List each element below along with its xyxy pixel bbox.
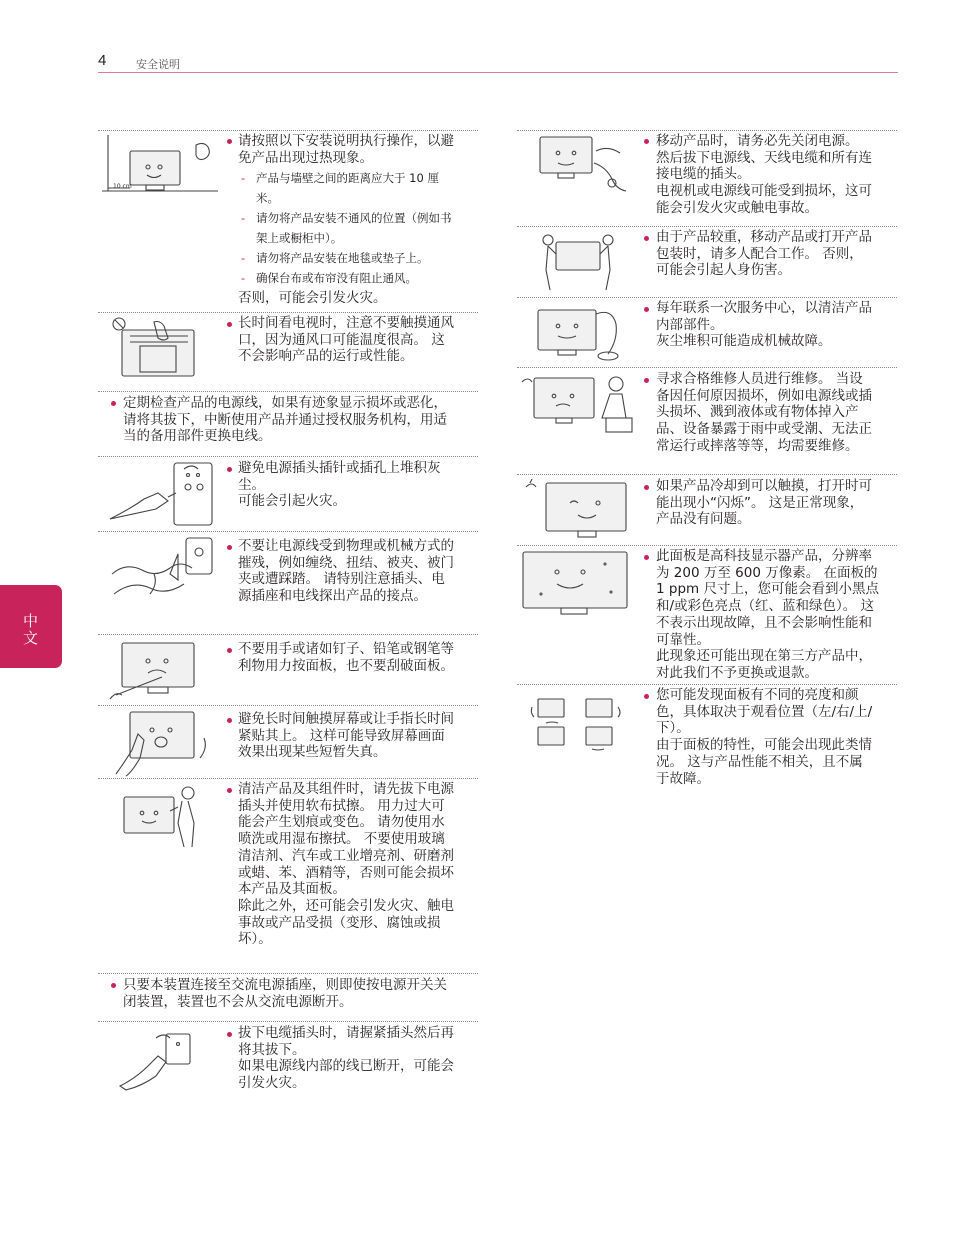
bullet-text: 此面板是高科技显示器产品，分辨率为 200 万至 600 万像素。 在面板的 1 ppm 尺寸上，您可能会看到小黑点和/或彩色亮点（红、蓝和绿色）。 这不表示出现故障，且不会影响性能和可靠性。	[656, 548, 879, 648]
bullet-dot	[227, 788, 232, 793]
bullet-text: 您可能发现面板有不同的亮度和颜色，具体取决于观看位置（左/右/上/下）。	[656, 687, 873, 737]
sub-text: 请勿将产品安装不通风的位置（例如书架上或橱柜中）。	[256, 211, 452, 246]
divider	[98, 705, 478, 706]
bullet-text: 每年联系一次服务中心，以清洁产品内部部件。	[656, 300, 872, 333]
divider	[517, 545, 897, 546]
qualified-service-note	[656, 371, 876, 455]
bullet-dot	[644, 555, 649, 560]
vent-warning	[238, 315, 456, 365]
divider	[517, 367, 897, 368]
page-number: 4	[98, 52, 107, 69]
divider	[517, 297, 897, 298]
bullet-dot	[644, 307, 649, 312]
bullet-dot	[227, 467, 232, 472]
bullet-text: 不要让电源线受到物理或机械方式的摧残，例如缠绕、扭结、被夹、被门夹或遭踩踏。 请特别注意插头、电源插座和电线探出产品的接点。	[238, 538, 454, 605]
sub-item: - 请勿将产品安装在地毯或垫子上。	[241, 251, 429, 266]
viewing-angle-illustration	[528, 693, 632, 753]
move-product-warning	[656, 133, 876, 217]
sub-text: 请勿将产品安装在地毯或垫子上。	[256, 251, 429, 266]
bullet-dot	[644, 485, 649, 490]
bullet-text: 定期检查产品的电源线，如果有迹象显示损坏或恶化，请将其拔下，中断使用产品并通过授权服务机构，用适当的备用部件更换电线。	[123, 395, 447, 445]
bullet-text: 移动产品时，请务必先关闭电源。 然后拔下电源线、天线电缆和所有连接电缆的插头。	[656, 133, 872, 183]
bullet-text: 不要用手或诸如钉子、铅笔或钢笔等利物用力按面板，也不要刮破面板。	[238, 641, 454, 674]
divider	[517, 474, 897, 475]
divider	[98, 1021, 478, 1022]
note-text: 可能会引起火灾。	[238, 493, 346, 510]
move-tv-unplug-illustration	[534, 133, 630, 197]
language-tab[interactable]	[0, 585, 62, 668]
panel-pressure-warning	[238, 641, 456, 674]
annual-service-note	[656, 300, 876, 350]
cleaning-instructions	[238, 781, 456, 948]
bullet-dot	[111, 983, 116, 988]
heavy-product-warning	[656, 229, 876, 279]
divider	[98, 531, 478, 532]
bullet-text: 请按照以下安装说明执行操作，以避免产品出现过热现象。	[238, 133, 454, 166]
pixel-panel-illustration	[521, 550, 631, 618]
service-technician-illustration	[518, 372, 636, 438]
bullet-dot	[227, 648, 232, 653]
tv-flicker-illustration	[522, 479, 628, 541]
cord-handling-warning	[238, 538, 456, 605]
sub-item: - 请勿将产品安装不通风的位置（例如书架上或橱柜中）。	[241, 211, 452, 246]
finger-touch-illustration	[108, 708, 214, 778]
divider	[517, 684, 897, 685]
divider	[98, 312, 478, 313]
divider	[98, 778, 478, 779]
bullet-text: 避免长时间触摸屏幕或让手指长时间紧贴其上。 这样可能导致屏幕画面效果出现某些短暂失真。	[238, 711, 454, 761]
plug-dust-warning	[238, 460, 456, 510]
dusty-plug-illustration	[104, 459, 216, 529]
note-text: 电视机或电源线可能受到损坏，这可能会引发火灾或触电事故。	[656, 183, 872, 216]
bullet-dot	[644, 378, 649, 383]
bullet-dot	[644, 694, 649, 699]
sub-text: 确保台布或布帘没有阻止通风。	[256, 271, 417, 286]
bullet-text: 由于产品较重，移动产品或打开产品包装时，请多人配合工作。 否则，可能会引起人身伤害。	[656, 229, 872, 279]
unplug-instructions	[238, 1025, 456, 1092]
divider	[98, 634, 478, 635]
annual-cleaning-illustration	[534, 302, 624, 364]
viewing-angle-note	[656, 687, 876, 787]
note-text: 灰尘堆积可能造成机械故障。	[656, 333, 832, 350]
install-instructions	[238, 133, 456, 307]
bullet-dot	[644, 139, 649, 144]
power-cord-check	[123, 395, 459, 445]
bullet-dot	[111, 401, 116, 406]
two-person-lift-illustration	[538, 230, 618, 292]
bullet-text: 避免电源插头插针或插孔上堆积灰尘。	[238, 460, 441, 493]
language-tab-label: 中文	[21, 613, 39, 647]
bullet-dot	[227, 1032, 232, 1037]
bullet-text: 拔下电缆插头时，请握紧插头然后再将其拔下。	[238, 1025, 454, 1058]
divider	[517, 226, 897, 227]
bullet-dot	[227, 322, 232, 327]
bullet-text: 寻求合格维修人员进行维修。 当设备因任何原因损坏，例如电源线或插头损坏、溅到液体或有物体掉入产品、设备暴露于雨中或受潮、无法正常运行或摔落等等，均需要维修。	[656, 371, 872, 454]
flicker-note	[656, 478, 876, 528]
bullet-text: 只要本装置连接至交流电源插座，则即使按电源开关关闭装置，装置也不会从交流电源断开。	[123, 977, 447, 1010]
note-text: 由于面板的特性，可能会出现此类情况。 这与产品性能不相关，且不属于故障。	[656, 737, 872, 787]
bullet-text: 清洁产品及其组件时，请先拔下电源插头并使用软布拭擦。 用力过大可能会产生划痕或变色。 请勿使用水喷洗或用湿布擦拭。 不要使用玻璃清洁剂、汽车或工业增亮剂、研磨剂或蜡、苯、酒精等，否则可能会损坏本产品及其面板。	[238, 781, 454, 898]
divider	[98, 456, 478, 457]
header-rule	[98, 72, 898, 73]
unplug-illustration	[116, 1028, 206, 1092]
bullet-dot	[227, 545, 232, 550]
divider	[517, 130, 897, 131]
bullet-text: 如果产品冷却到可以触摸，打开时可能出现小“闪烁”。 这是正常现象，产品没有问题。	[656, 478, 872, 528]
cleaning-illustration	[110, 783, 214, 851]
illustration-caption: 10 cm	[113, 183, 132, 190]
section-title: 安全说明	[136, 58, 180, 71]
divider	[98, 130, 478, 131]
sub-item: - 确保台布或布帘没有阻止通风。	[241, 271, 417, 286]
bullet-dot	[227, 139, 232, 144]
sharp-object-illustration	[108, 637, 214, 703]
cord-damage-illustration	[104, 534, 216, 610]
screen-touch-warning	[238, 711, 456, 761]
divider	[98, 391, 478, 392]
note-text: 此现象还可能出现在第三方产品中，对此我们不予更换或退款。	[656, 648, 872, 681]
sub-text: 产品与墙壁之间的距离应大于 10 厘米。	[256, 171, 439, 206]
bullet-dot	[227, 718, 232, 723]
note-text: 除此之外，还可能会引发火灾、触电事故或产品受损（变形、腐蚀或损坏）。	[238, 897, 454, 948]
note-text: 如果电源线内部的线已断开，可能会引发火灾。	[238, 1058, 454, 1092]
note-text: 否则，可能会引发火灾。	[238, 290, 387, 307]
divider	[98, 973, 478, 974]
bullet-text: 长时间看电视时，注意不要触摸通风口，因为通风口可能温度很高。 这不会影响产品的运行或性能。	[238, 315, 454, 365]
tv-vent-hot-illustration	[110, 316, 200, 382]
bullet-dot	[644, 236, 649, 241]
sub-item: - 产品与墙壁之间的距离应大于 10 厘米。	[241, 171, 439, 206]
ac-disconnect-note	[123, 977, 459, 1010]
pixel-defect-note	[656, 548, 881, 682]
